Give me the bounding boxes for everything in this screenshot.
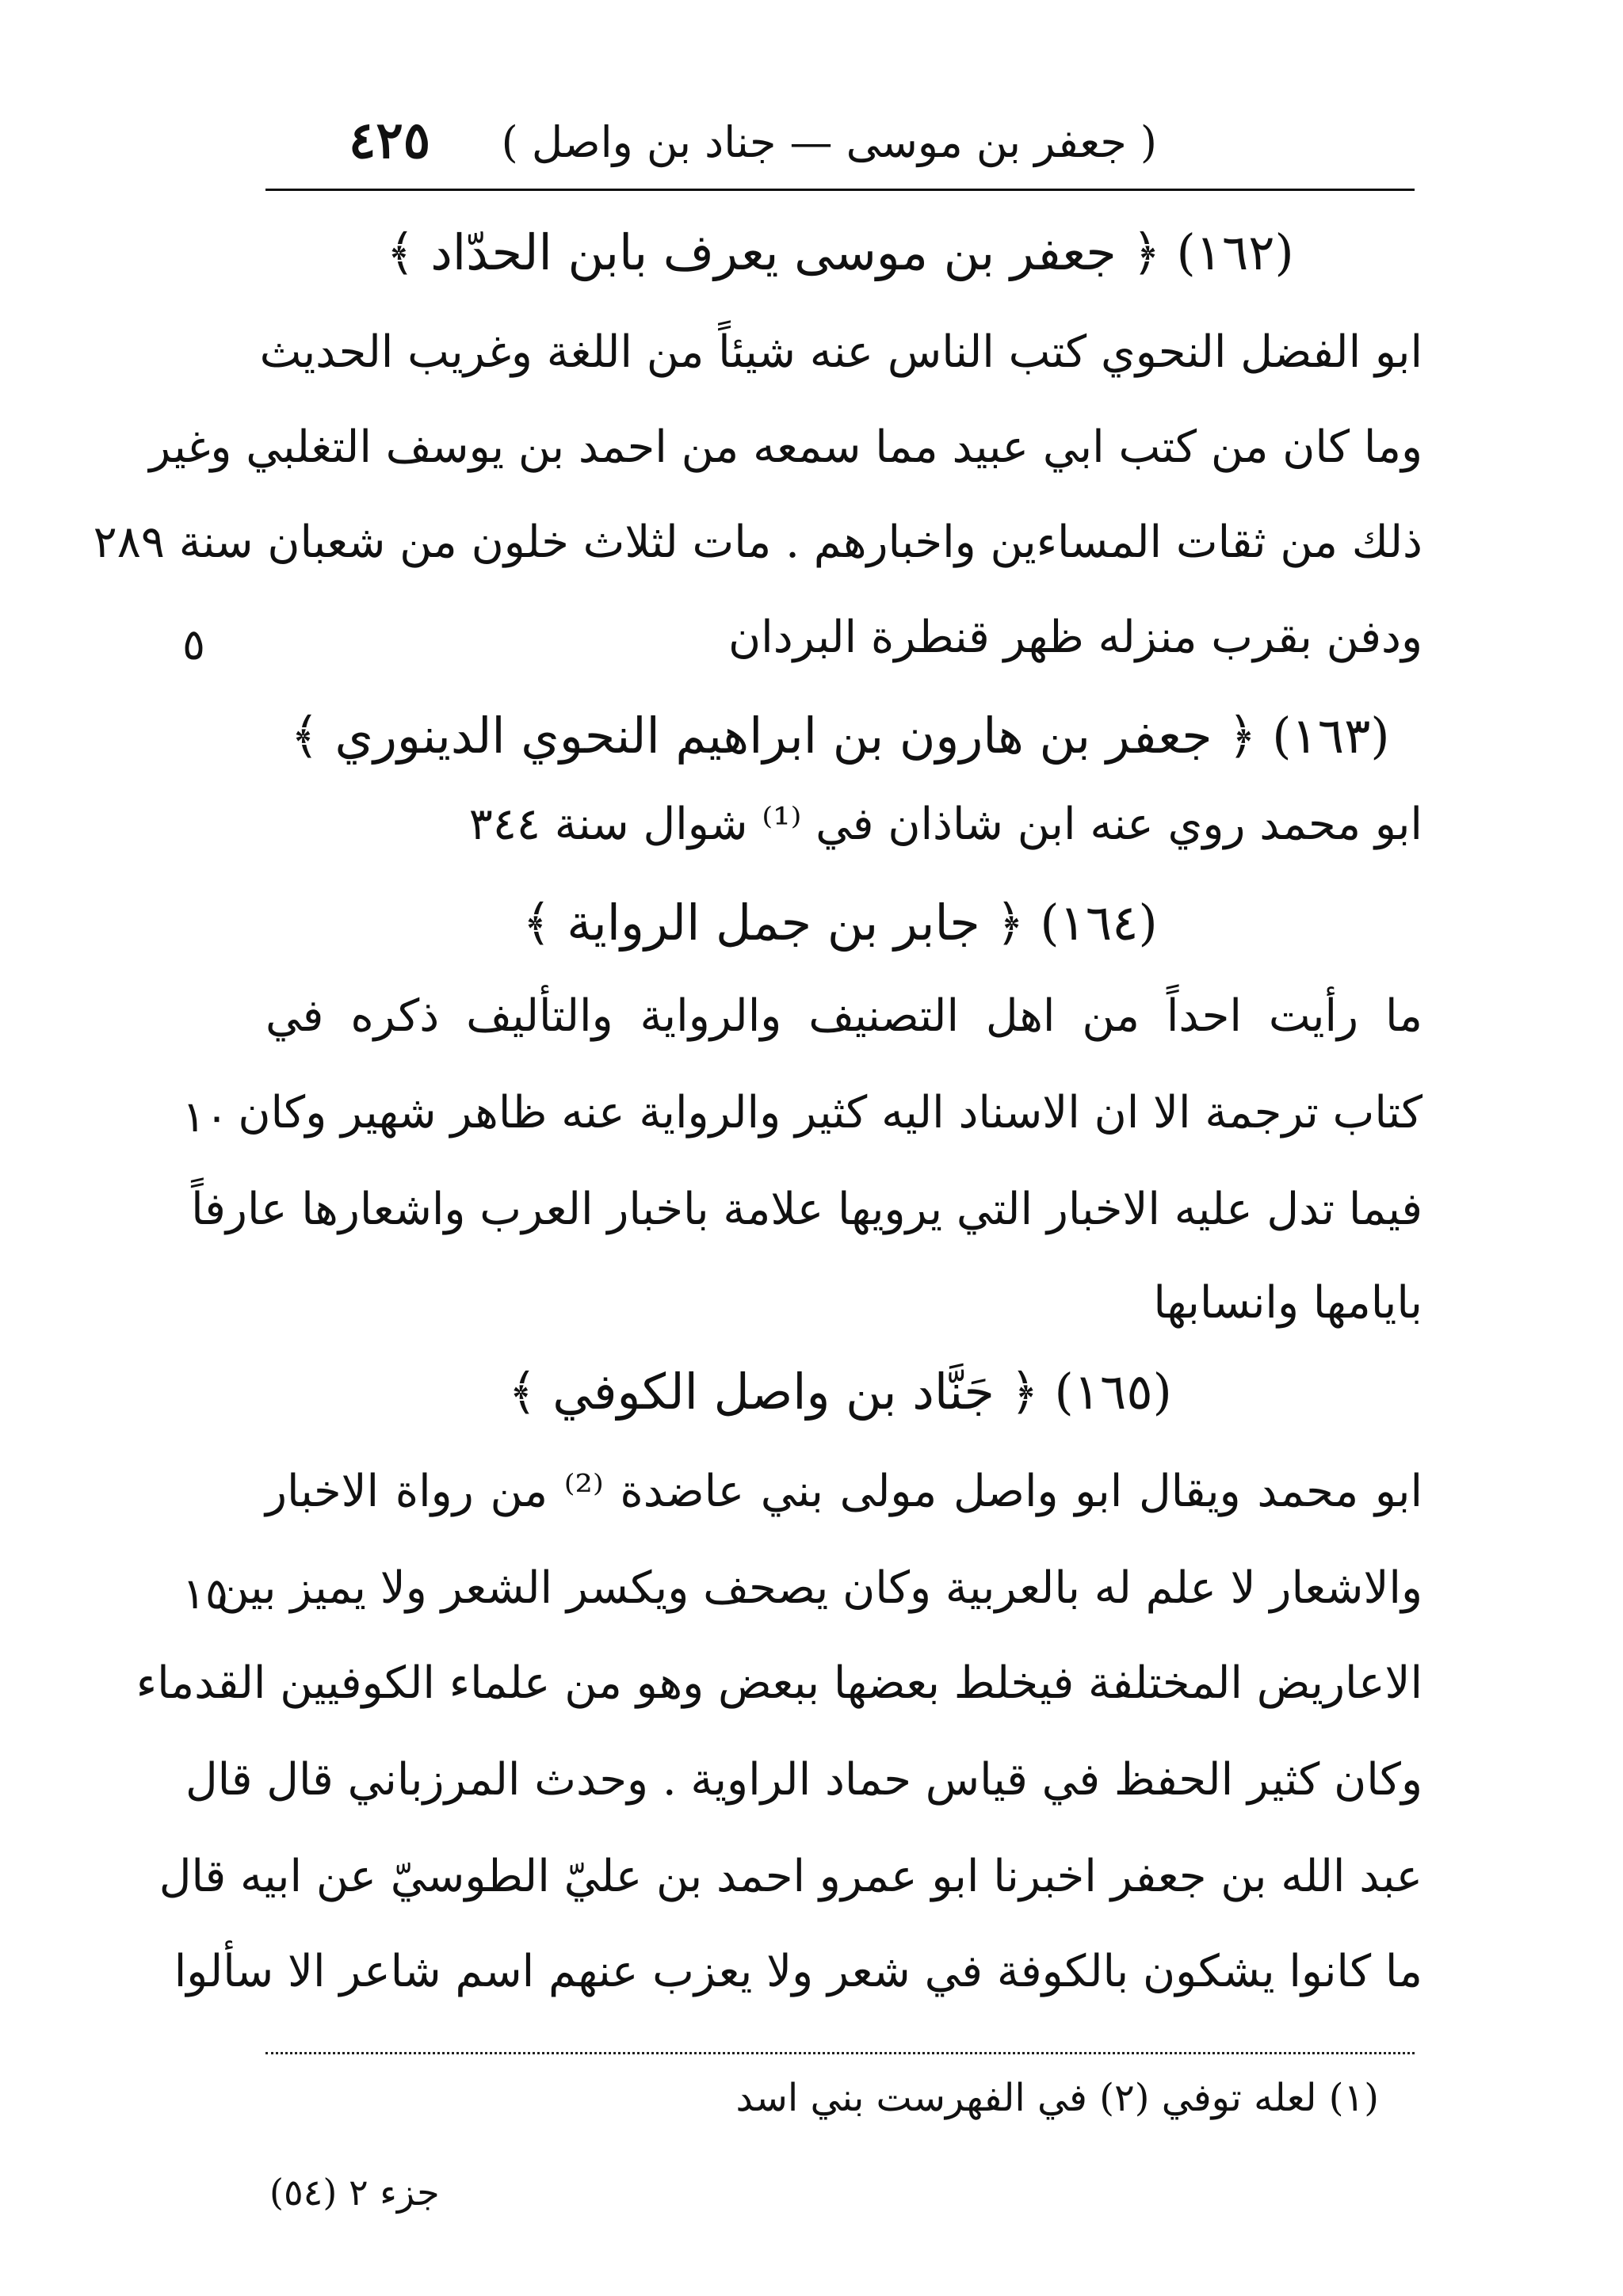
entry-162-line-2: وما كان من كتب ابي عبيد مما سمعه من احمد بن يوسف التغلبي وغير	[149, 421, 1423, 473]
entry-165-line-2: والاشعار لا علم له بالعربية وكان يصحف ويكسر الشعر ولا يميز بين	[216, 1562, 1423, 1614]
line-number-5: ٥	[182, 620, 206, 669]
entry-164-line-4: بايامها وانسابها	[1153, 1277, 1423, 1329]
entry-162-line-4: ودفن بقرب منزله ظهر قنطرة البردان	[728, 612, 1423, 663]
entry-163-heading: (١٦٣) ﴿ جعفر بن هارون بن ابراهيم النحوي الدينوري ﴾	[290, 707, 1390, 765]
entry-162-line-3: ذلك من ثقات المساءين واخبارهم . مات لثلاث خلون من شعبان سنة ٢٨٩	[93, 517, 1423, 568]
running-header-title: ( جعفر بن موسى — جناد بن واصل )	[501, 117, 1157, 167]
entry-163-line-1: ابو محمد روي عنه ابن شاذان في ⁽¹⁾ شوال سنة ٣٤٤	[468, 799, 1423, 850]
entry-164-line-3: فيما تدل عليه الاخبار التي يرويها علامة باخبار العرب واشعارها عارفاً	[191, 1184, 1423, 1235]
entry-162-line-1: ابو الفضل النحوي كتب الناس عنه شيئاً من اللغة وغريب الحديث	[259, 326, 1423, 378]
footnote-rule	[265, 2052, 1415, 2056]
signature-mark: جزء ٢ (٥٤)	[269, 2171, 440, 2214]
entry-165-line-4: وكان كثير الحفظ في قياس حماد الراوية . وحدث المرزباني قال قال	[185, 1754, 1423, 1806]
footnotes: (١) لعله توفي (٢) في الفهرست بني اسد	[735, 2076, 1379, 2120]
entry-164-line-1: ما رأيت احداً من اهل التصنيف والرواية والتأليف ذكره في	[265, 990, 1423, 1042]
entry-165-line-1: ابو محمد ويقال ابو واصل مولى بني عاضدة ⁽²⁾ من رواة الاخبار	[265, 1466, 1423, 1517]
line-number-15: ١٥	[182, 1569, 229, 1619]
entry-165-line-5: عبد الله بن جعفر اخبرنا ابو عمرو احمد بن عليّ الطوسيّ عن ابيه قال	[158, 1851, 1423, 1902]
entry-164-heading: (١٦٤) ﴿ جابر بن جمل الرواية ﴾	[522, 894, 1158, 952]
page-number: ٤٢٥	[349, 111, 431, 170]
entry-165-heading: (١٦٥) ﴿ جَنَّاد بن واصل الكوفي ﴾	[508, 1363, 1172, 1421]
line-number-10: ١٠	[182, 1092, 229, 1142]
entry-165-line-3: الاعاريض المختلفة فيخلط بعضها ببعض وهو من علماء الكوفيين القدماء	[136, 1657, 1423, 1709]
header-rule	[265, 189, 1415, 191]
entry-165-line-6: ما كانوا يشكون بالكوفة في شعر ولا يعزب عنهم اسم شاعر الا سألوا	[174, 1946, 1423, 1997]
entry-164-line-2: كتاب ترجمة الا ان الاسناد اليه كثير والرواية عنه ظاهر شهير وكان	[238, 1087, 1423, 1138]
entry-162-heading: (١٦٢) ﴿ جعفر بن موسى يعرف بابن الحدّاد ﴾	[386, 223, 1294, 281]
